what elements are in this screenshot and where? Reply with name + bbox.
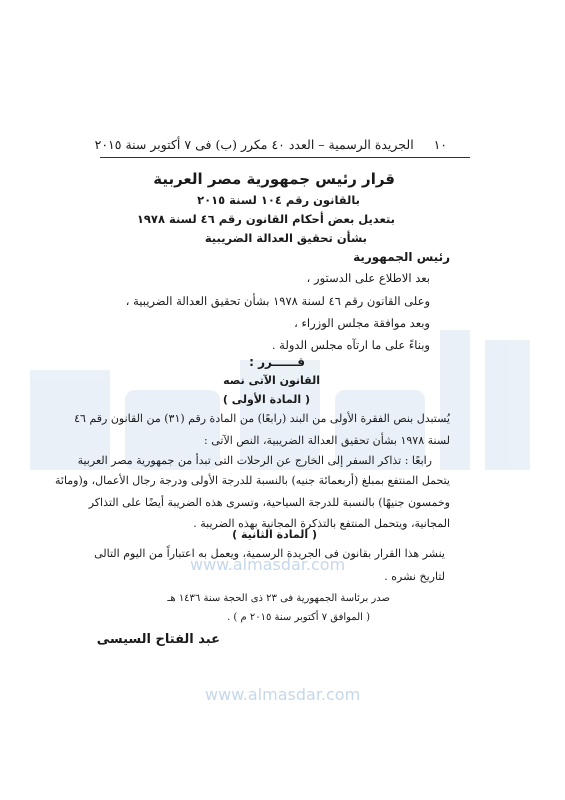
article-1-line: يُستبدل بنص الفقرة الأولى من البند (رابعًا) من المادة رقم (٣١) من القانون رقم ٤٦ xyxy=(74,412,450,425)
watermark-url: www.almasdar.com xyxy=(205,685,361,704)
article-1-clause-line: المجانية، ويتحمل المنتفع بالتذكرة المجانية بهذه الضريبة . xyxy=(193,517,450,530)
article-2-line: ينشر هذا القرار بقانون فى الجريدة الرسمية، ويعمل به اعتباراً من اليوم التالى xyxy=(94,547,445,560)
watermark-url: www.almasdar.com xyxy=(190,555,346,574)
law-text-heading: القانون الآتى نصه xyxy=(223,374,320,387)
article-1-clause-line: يتحمل المنتفع بمبلغ (أربعمائة جنيه) بالنسبة للدرجة الأولى ودرجة رجال الأعمال، و(ومائة xyxy=(54,474,450,487)
header-text: الجريدة الرسمية – العدد ٤٠ مكرر (ب) فى ٧ أكتوبر سنة ٢٠١٥ xyxy=(94,137,414,152)
article-2-heading: ( المادة الثانية ) xyxy=(232,528,317,541)
article-1-line: لسنة ١٩٧٨ بشأن تحقيق العدالة الضريبية، النص الآتى : xyxy=(204,434,450,447)
gazette-header xyxy=(95,137,447,152)
preamble-line: وبعد موافقة مجلس الوزراء ، xyxy=(294,316,430,330)
article-1-clause-line: رابعًا : تذاكر السفر إلى الخارج عن الرحلات التى تبدأ من جمهورية مصر العربية xyxy=(77,454,432,467)
gregorian-date: ( الموافق ٧ أكتوبر سنة ٢٠١٥ م ) . xyxy=(227,612,370,623)
preamble-line: وبناءً على ما ارتآه مجلس الدولة . xyxy=(271,338,430,352)
issued-date: صدر برئاسة الجمهورية فى ٢٣ ذى الحجة سنة ١٤٣٦ هـ xyxy=(167,593,390,604)
president-signature: عبد الفتاح السيسى xyxy=(96,632,220,647)
header-rule xyxy=(100,157,470,158)
preamble-line: وعلى القانون رقم ٤٦ لسنة ١٩٧٨ بشأن تحقيق العدالة الضريبية ، xyxy=(125,294,430,308)
page-number: ١٠ xyxy=(433,137,447,152)
amendment-subject: بتعديل بعض أحكام القانون رقم ٤٦ لسنة ١٩٧٨ xyxy=(136,212,395,226)
president-heading: رئيس الجمهورية xyxy=(353,250,450,264)
law-subject: بشأن تحقيق العدالة الضريبية xyxy=(204,231,367,245)
preamble-line: بعد الاطلاع على الدستور ، xyxy=(306,271,430,285)
article-2-line: لتاريخ نشره . xyxy=(384,570,445,583)
article-1-clause-line: وخمسون جنيهًا) بالنسبة للدرجة السياحية، وتسرى هذه الضريبة أيضًا على التذاكر xyxy=(88,496,450,509)
decree-word: قــــــرر : xyxy=(249,355,305,369)
decree-title: قرار رئيس جمهورية مصر العربية xyxy=(153,170,395,188)
law-number: بالقانون رقم ١٠٤ لسنة ٢٠١٥ xyxy=(197,193,360,207)
article-1-heading: ( المادة الأولى ) xyxy=(222,393,310,406)
